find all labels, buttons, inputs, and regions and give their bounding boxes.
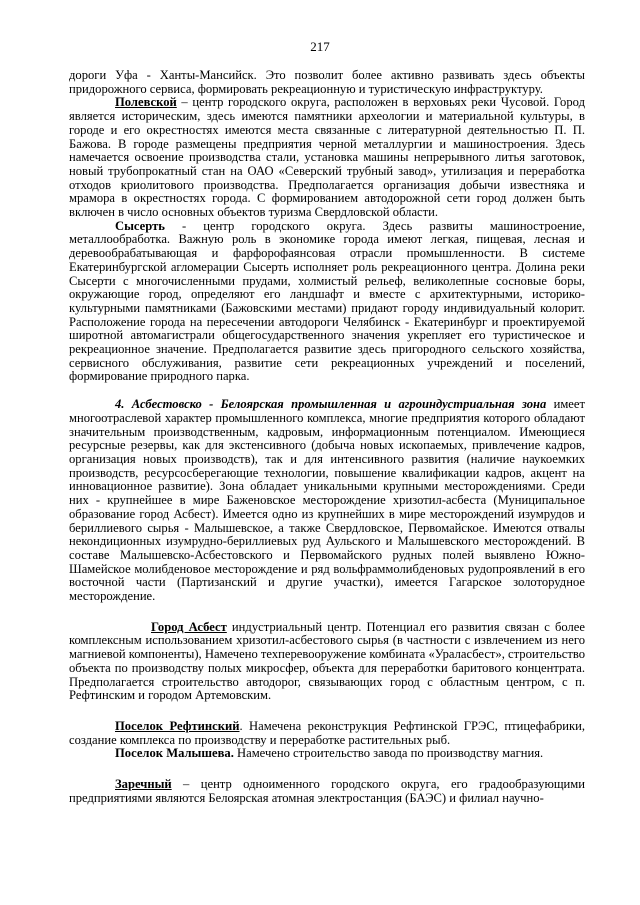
- paragraph-text: Намечено строительство завода по производству магния.: [233, 746, 544, 761]
- paragraph-text: . Намечена реконструкция Рефтинской ГРЭС, птицефабрики, создание комплекса по производству и переработке растительных рыб.: [69, 718, 585, 747]
- page-body: [69, 69, 585, 805]
- paragraph-asbest-zone: [69, 398, 585, 604]
- page-number: 217: [310, 39, 330, 54]
- paragraph-text: – центр городского округа, расположен в верховьях реки Чусовой. Город является историческим, здесь имеются памятники археологии и материальной культуры, в городе и его окрестностях имеются места связанные с литературной деятельностью П. П. Бажова. В городе размещены предприятия черной металлургии и машиностроения. Здесь намечается освоение производства стали, установка машины непрерывного литья заготовок, новый трубопрокатный стан на ОАО «Северский трубный завод», утилизация и переработка отходов криолитового производства. Предполагается организация добычи известняка и мрамора в окрестностях города. С формированием автодорожной сети город должен быть включен в число основных объектов туризма Свердловской области.: [69, 95, 585, 220]
- paragraph-zarechny: [69, 778, 585, 805]
- heading-malysheva: Поселок Малышева.: [115, 746, 234, 761]
- heading-reftinsky: Поселок Рефтинский: [115, 718, 240, 733]
- paragraph-text: имеет многоотраслевой характер промышленного комплекса, многие предприятия которого обладают значительным производственным, кадровым, информационным потенциалом. Имеющиеся ресурсные резервы, как для экстенсивного (добыча новых ископаемых, привлечение кадров, организация новых производств), так и для интенсивного развития (наличие наукоемких производств, ресурсосберегающие технологии, повышение квалификации кадров, акцент на инновационное развитие). Зона обладает уникальными крупными месторождениями. Среди них - крупнейшее в мире Баженовское месторождение хризотил-асбеста (Муниципальное образование город Асбест). Имеется одно из крупнейших в мире месторождений изумрудов и бериллиевого сырья - Малышевское, а также Свердловское, Первомайское. Имеются отвалы некондиционных изумрудно-бериллиевых руд Аульского и Малышевского месторождений. В составе Малышевско-Асбестовского и Первомайского рудных полей выявлено Южно-Шамейское молибденовое месторождение и ряд вольфраммолибденовых рудопроявлений в его восточной части (Партизанский и другие участки), имеется Гагарское золоторудное месторождение.: [69, 397, 585, 604]
- paragraph-asbest-city: [69, 621, 585, 703]
- paragraph-polevskoy: [69, 96, 585, 219]
- paragraph-reftinsky: [69, 720, 585, 747]
- heading-polevskoy: Полевской: [115, 95, 177, 110]
- paragraph-ufa-road: [69, 69, 585, 96]
- heading-asbest-zone: 4. Асбестовско - Белоярская промышленная и агроиндустриальная зона: [115, 397, 547, 412]
- paragraph-sysert: [69, 220, 585, 384]
- paragraph-malysheva: [69, 747, 585, 761]
- heading-asbest-city: Город Асбест: [151, 619, 227, 634]
- heading-zarechny: Заречный: [115, 777, 172, 792]
- heading-sysert: Сысерть: [115, 218, 165, 233]
- paragraph-text: – центр одноименного городского округа, его градообразующими предприятиями являются Белоярская атомная электростанция (БАЭС) и филиал научно-: [69, 777, 585, 805]
- paragraph-text: индустриальный центр. Потенциал его развития связан с более комплексным использованием хризотил-асбестового сырья (в частности с извлечением из него магниевой компоненты), Намечено техперевооружение комбината «Ураласбест», строительство объекта по производству полых микросфер, объекта для переработки баритового концентрата. Предполагается строительство автодорог, связывающих город с областным центром, с п. Рефтинским и городом Артемовским.: [69, 619, 585, 703]
- paragraph-text: - центр городского округа. Здесь развиты машиностроение, металлообработка. Важную роль в экономике города имеют легкая, пищевая, лесная и деревообрабатывающая и фарфорофаянсовая отрасли промышленности. В системе Екатеринбургской агломерации Сысерть исполняет роль рекреационного центра. Долина реки Сысерти с многочисленными прудами, холмистый рельеф, великолепные сосновые боры, окружающие город, определяют его ландшафт и вместе с архитектурными, историко-культурными памятниками (Бажовскими местами) придают городу индивидуальный колорит. Расположение города на пересечении автодороги Челябинск - Екатеринбург и проектируемой широтной автомагистрали общегосударственного значения укрепляет его туристическое и рекреационное значение. Предполагается развитие здесь пригородного сельского хозяйства, сервисного обслуживания, развитие сети рекреационных учреждений и поселений, формирование природного парка.: [69, 218, 585, 384]
- paragraph-text: дороги Уфа - Ханты-Мансийск. Это позволит более активно развивать здесь объекты придорожного сервиса, формировать рекреационную и туристическую инфраструктуру.: [69, 68, 585, 96]
